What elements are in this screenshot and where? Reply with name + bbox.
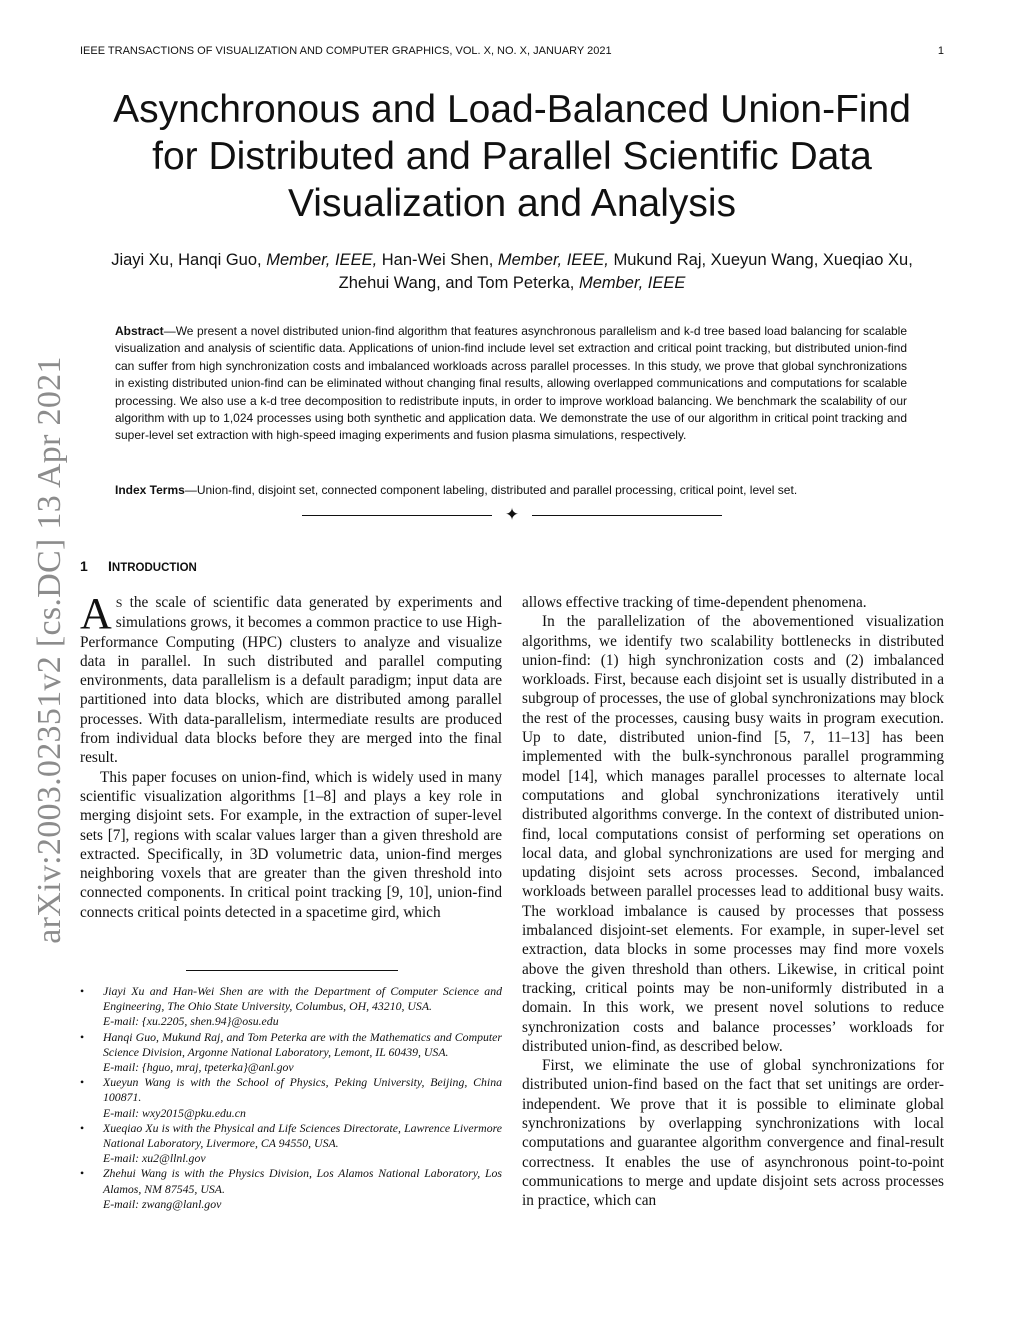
paragraph-1: [80, 589, 502, 768]
footnote-email: E-mail: {xu.2205, shen.94}@osu.edu: [103, 1014, 279, 1029]
footnote-affiliation: Xueqiao Xu is with the Physical and Life Sciences Directorate, Lawrence Livermore National Laboratory, Livermore, CA 94550, USA.: [103, 1120, 502, 1151]
page-number: 1: [937, 45, 944, 57]
footnote-affiliation: Zhehui Wang is with the Physics Division, Los Alamos National Laboratory, Los Alamos, NM 87545, USA.: [103, 1166, 502, 1196]
abstract-text: —We present a novel distributed union-find algorithm that features asynchronous parallelism and k-d tree based load balancing for scalable visualization and analysis of scientific data. Applications of union-find include level set extraction and critical point tracking, but distributed union-find can suffer from high synchronization costs and imbalanced workloads across parallel processes. In this study, we prove that global synchronizations in existing distributed union-find can be eliminated without changing final results, allowing overlapped communications and computations for scalable processing. We also use a k-d tree decomposition to redistribute inputs, in order to improve workload balancing. We benchmark the scalability of our algorithm with up to 1,024 processes using both synthetic and application data. We demonstrate the use of our algorithm in critical point tracking and super-level set extraction with high-speed imaging experiments and fusion plasma simulations, respectively.: [115, 324, 907, 443]
bullet-icon: •: [80, 984, 85, 998]
author-4: Mukund Raj, Xueyun Wang, Xueqiao Xu, Zhehui Wang, and Tom Peterka,: [338, 251, 913, 292]
index-terms: [115, 482, 907, 499]
author-2-role: Member, IEEE,: [266, 251, 382, 269]
body-column-right: [522, 593, 944, 1211]
dropcap: A: [80, 589, 112, 638]
author-list: [90, 249, 934, 295]
paragraph-2: This paper focuses on union-find, which is widely used in many scientific visualization algorithms [1–8] and plays a key role in merging disjoint sets. For example, in the extraction of super-level sets [7], regions with scalar values larger than a given threshold are extracted. Specifically, in 3D volumetric data, union-find merges neighboring voxels that are greater than the given threshold into connected components. In critical point tracking [9, 10], union-find connects critical points detected in a spacetime gird, which: [80, 768, 502, 921]
footnote-item: [80, 1121, 502, 1167]
paper-title: Asynchronous and Load-Balanced Union-Find for Distributed and Parallel Scientific Data Visualization and Analysis: [113, 88, 911, 225]
body-column-left: [80, 589, 502, 922]
section-number: 1: [80, 558, 88, 574]
arxiv-stamp-text: arXiv:2003.02351v2 [cs.DC] 13 Apr 2021: [31, 356, 68, 944]
author-3: Han-Wei Shen,: [381, 251, 498, 269]
author-1: Jiayi Xu,: [111, 251, 179, 269]
author-3-role: Member, IEEE,: [497, 251, 614, 269]
separator-diamond-icon: ✦: [504, 505, 520, 524]
footnote-item: [80, 1075, 502, 1121]
separator-line-left: [302, 515, 492, 516]
footnote-affiliation: Jiayi Xu and Han-Wei Shen are with the Department of Computer Science and Engineering, The Ohio State University, Columbus, OH, 43210, USA.: [103, 984, 502, 1014]
bullet-icon: •: [80, 1029, 85, 1044]
author-2: Hanqi Guo,: [178, 251, 267, 269]
footnote-item: [80, 1166, 502, 1212]
footnote-item: [80, 984, 502, 1030]
footnote-rule: [186, 970, 398, 971]
bullet-icon: •: [80, 1120, 85, 1135]
footnote-item: [80, 1030, 502, 1076]
abstract: [115, 323, 907, 445]
abstract-label: Abstract: [115, 324, 164, 338]
section-title: [108, 558, 197, 574]
section-heading: [80, 558, 197, 574]
running-head-text: IEEE TRANSACTIONS OF VISUALIZATION AND COMPUTER GRAPHICS, VOL. X, NO. X, JANUARY 2021: [80, 45, 612, 57]
separator-line-right: [532, 515, 722, 516]
footnote-affiliation: Xueyun Wang is with the School of Physics, Peking University, Beijing, China 100871.: [103, 1075, 502, 1105]
footnote-email: E-mail: {hguo, mraj, tpeterka}@anl.gov: [103, 1060, 294, 1075]
footnote-affiliation: Hanqi Guo, Mukund Raj, and Tom Peterka are with the Mathematics and Computer Science Division, Argonne National Laboratory, Lemont, IL 60439, USA.: [103, 1029, 502, 1059]
bullet-icon: •: [80, 1075, 85, 1090]
footnote-email: E-mail: wxy2015@pku.edu.cn: [103, 1105, 246, 1120]
section-title-rest: NTRODUCTION: [111, 562, 197, 574]
author-4-role: Member, IEEE: [578, 274, 686, 292]
section-title-initial: I: [108, 558, 112, 574]
paragraph-3: In the parallelization of the abovementioned visualization algorithms, we identify two scalability bottlenecks in distributed union-find: (1) high synchronization costs and (2) imbalanced workloads. First, because each disjoint set is usually distributed in a subgroup of processes, the use of global synchronizations may block the rest of the processes, causing busy waits in program execution. Up to date, distributed union-find [5, 7, 11–13] has been implemented with the bulk-synchronous parallel programming model [14], which manages parallel processes to alternate local computations and global synchronizations iteratively until distributed algorithms converge. In the context of distributed union-find, local computations consist of performing set operations on local data, and global synchronizations are used for merging and updating disjoint sets across processes. Second, imbalanced workloads between parallel processes lead to additional busy waits. The workload imbalance is caused by processes that possess imbalanced disjoint-set elements. For example, in super-level set extraction, data blocks in some processes may find more voxels above the given threshold than others. Likewise, in critical point tracking, critical points may be non-uniformly distributed in a domain. In this work, we present novel solutions to reduce synchronization costs and balance processes’ workloads for distributed union-find, as described below.: [522, 613, 944, 1055]
index-terms-text: —Union-find, disjoint set, connected component labeling, distributed and parallel processing, critical point, level set.: [184, 483, 798, 497]
index-terms-label: Index Terms: [115, 483, 185, 497]
running-header: [80, 45, 944, 57]
paragraph-4: First, we eliminate the use of global synchronizations for distributed union-find based on the fact that set unitings are order-independent. We prove that it is possible to eliminate global synchronizations by overlapping synchronizations with local computations and guarantee algorithm convergence and final-result correctness. It enables the use of asynchronous point-to-point communications to merge and update disjoint sets across processes in practice, which can: [522, 1057, 944, 1210]
bullet-icon: •: [80, 1166, 85, 1181]
paragraph-2-continued: allows effective tracking of time-dependent phenomena.: [522, 594, 867, 611]
footnote-email: E-mail: zwang@lanl.gov: [103, 1196, 222, 1211]
footnotes: [80, 984, 502, 1212]
paragraph-1-text: S the scale of scientific data generated by experiments and simulations grows, it becomes a common practice to use High-Performance Computing (HPC) clusters to analyze and visualize data in parallel. In such distributed and parallel computing environments, data parallelism is a default paradigm; input data are partitioned into data blocks, which are distributed among parallel processes. With data-parallelism, intermediate results are produced from individual data blocks before they are merged into the final result.: [80, 594, 502, 767]
footnote-email: E-mail: xu2@llnl.gov: [103, 1151, 206, 1166]
